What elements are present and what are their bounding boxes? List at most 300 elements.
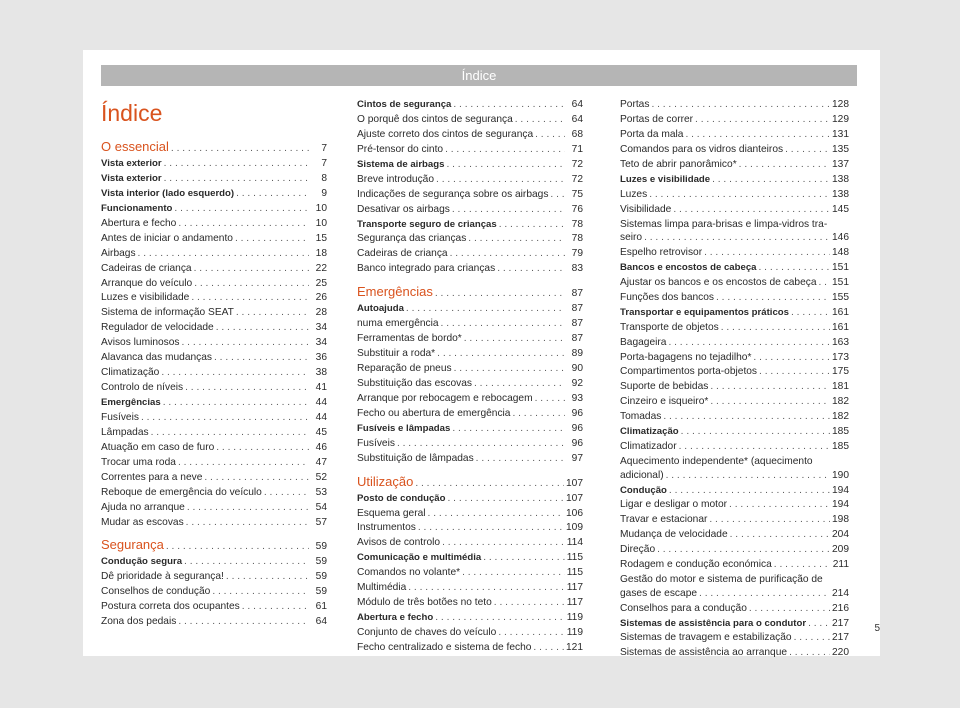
toc-entry[interactable] [357, 521, 583, 536]
toc-leader-dots [709, 513, 830, 528]
toc-entry-title: Trocar uma roda [101, 456, 176, 468]
toc-entry[interactable] [620, 410, 849, 425]
toc-entry-title: Teto de abrir panorâmico* [620, 158, 737, 170]
toc-entry-page: 173 [832, 351, 849, 363]
toc-entry-title: Zona dos pedais [101, 616, 177, 628]
toc-entry[interactable] [357, 611, 583, 626]
toc-leader-dots [435, 283, 565, 302]
toc-entry[interactable] [357, 407, 583, 422]
toc-leader-dots [681, 425, 830, 440]
toc-entry-title: Instrumentos [357, 522, 416, 534]
toc-entry[interactable] [357, 581, 583, 596]
toc-entry[interactable] [101, 516, 327, 531]
toc-entry[interactable] [620, 276, 849, 291]
toc-entry-title: Lâmpadas [101, 426, 149, 438]
toc-leader-dots [794, 631, 830, 646]
toc-entry[interactable] [620, 365, 849, 380]
toc-entry-page: 64 [315, 616, 327, 628]
toc-entry[interactable] [620, 188, 849, 203]
toc-entry[interactable] [101, 336, 327, 351]
toc-entry-title: Transportar e equipamentos práticos [620, 306, 790, 318]
toc-section-heading[interactable] [357, 471, 583, 492]
toc-entry[interactable] [620, 128, 849, 143]
toc-entry[interactable] [620, 351, 849, 366]
toc-entry-title: Portas de correr [620, 113, 694, 125]
toc-leader-dots [174, 202, 309, 217]
toc-entry[interactable] [357, 596, 583, 611]
toc-entry-page: 151 [832, 261, 849, 273]
toc-entry-page: 93 [571, 392, 583, 404]
toc-leader-dots [494, 596, 565, 611]
toc-entry[interactable] [620, 646, 849, 661]
toc-entry[interactable] [101, 426, 327, 441]
toc-leader-dots [166, 536, 309, 555]
toc-entry-page: 15 [315, 232, 327, 244]
toc-entry-page: 46 [315, 441, 327, 453]
toc-entry-title: Dê prioridade à segurança! [101, 571, 224, 583]
toc-entry-title: Antes de iniciar o andamento [101, 232, 233, 244]
toc-entry[interactable] [620, 440, 849, 455]
toc-entry-title: O essencial [101, 139, 169, 154]
toc-entry-title: Ajuda no arranque [101, 501, 185, 513]
toc-entry[interactable] [357, 218, 583, 233]
toc-entry-title: Avisos de controlo [357, 537, 441, 549]
toc-leader-dots [819, 276, 830, 291]
toc-leader-dots [515, 113, 565, 128]
toc-leader-dots [151, 426, 309, 441]
toc-leader-dots [512, 407, 565, 422]
toc-entry-page: 71 [571, 143, 583, 155]
toc-leader-dots [679, 440, 830, 455]
toc-entry-page: 59 [315, 571, 327, 583]
toc-entry-page: 209 [832, 544, 849, 556]
toc-entry[interactable] [101, 232, 327, 247]
toc-entry[interactable] [620, 203, 849, 218]
toc-entry[interactable] [620, 617, 849, 632]
toc-leader-dots [666, 469, 830, 484]
toc-entry-title: Transporte de objetos [620, 321, 719, 333]
toc-entry-page: 10 [315, 202, 327, 214]
toc-entry-page: 57 [315, 516, 327, 528]
toc-leader-dots [236, 306, 309, 321]
toc-entry[interactable] [357, 362, 583, 377]
toc-leader-dots [468, 232, 565, 247]
toc-entry[interactable] [101, 441, 327, 456]
toc-entry-page: 155 [832, 291, 849, 303]
toc-entry[interactable] [101, 321, 327, 336]
toc-entry-title: Sistema de informação SEAT [101, 307, 234, 319]
toc-entry[interactable] [357, 626, 583, 641]
toc-entry[interactable] [101, 456, 327, 471]
toc-entry-page: 10 [315, 217, 327, 229]
toc-entry-page: 161 [832, 306, 849, 318]
toc-entry[interactable] [101, 411, 327, 426]
toc-entry-title: Comandos para os vidros dianteiros [620, 143, 784, 155]
toc-entry-page: 44 [315, 411, 327, 423]
toc-entry-page: 220 [832, 647, 849, 659]
toc-leader-dots [533, 641, 564, 656]
toc-column-3 [620, 98, 849, 661]
toc-entry[interactable] [101, 501, 327, 516]
toc-entry-page: 117 [566, 582, 583, 594]
toc-entry[interactable] [620, 455, 849, 469]
toc-section-heading[interactable] [101, 534, 327, 555]
toc-entry-title: Suporte de bebidas [620, 381, 709, 393]
toc-entry[interactable] [357, 422, 583, 437]
toc-entry[interactable] [357, 566, 583, 581]
toc-entry[interactable] [620, 558, 849, 573]
toc-leader-dots [164, 172, 309, 187]
toc-entry[interactable] [357, 203, 583, 218]
toc-leader-dots [178, 456, 309, 471]
toc-entry-title: Sistemas de travagem e estabilização [620, 632, 792, 644]
toc-entry[interactable] [620, 291, 849, 306]
toc-entry-title: Alavanca das mudanças [101, 352, 212, 364]
toc-leader-dots [476, 452, 565, 467]
toc-entry-page: 97 [571, 452, 583, 464]
toc-entry-page: 87 [571, 303, 583, 315]
toc-section-heading[interactable] [101, 136, 327, 157]
toc-entry[interactable] [101, 277, 327, 292]
toc-leader-dots [712, 173, 830, 188]
toc-entry-page: 61 [315, 601, 327, 613]
toc-entry-page: 145 [832, 203, 849, 215]
toc-entry-title: seiro [620, 232, 643, 243]
toc-leader-dots [452, 203, 565, 218]
toc-leader-dots [408, 581, 564, 596]
toc-entry-title: Ferramentas de bordo* [357, 333, 462, 345]
toc-entry-page: 36 [315, 352, 327, 364]
toc-entry[interactable] [620, 143, 849, 158]
toc-leader-dots [739, 158, 830, 173]
toc-entry-title: Vista interior (lado esquerdo) [101, 187, 235, 199]
toc-leader-dots [442, 536, 565, 551]
toc-leader-dots [535, 128, 565, 143]
toc-entry-page: 181 [832, 381, 849, 393]
toc-leader-dots [657, 543, 830, 558]
toc-entry-title: Transporte seguro de crianças [357, 218, 497, 230]
toc-entry[interactable] [101, 381, 327, 396]
toc-entry-title: Pré-tensor do cinto [357, 143, 444, 155]
toc-entry-page: 129 [832, 113, 849, 125]
toc-entry-page: 163 [832, 336, 849, 348]
toc-entry-title: Postura correta dos ocupantes [101, 601, 240, 613]
toc-entry[interactable] [620, 631, 849, 646]
toc-entry[interactable] [101, 187, 327, 202]
toc-entry-page: 38 [315, 367, 327, 379]
toc-entry-title: Mudar as escovas [101, 516, 184, 528]
toc-entry-page: 79 [571, 248, 583, 260]
toc-leader-dots [673, 203, 830, 218]
toc-entry-page: 26 [315, 292, 327, 304]
toc-entry-title: Climatização [101, 367, 160, 379]
toc-leader-dots [789, 646, 830, 661]
toc-entry-page: 119 [566, 627, 583, 638]
toc-entry[interactable] [357, 641, 583, 656]
toc-leader-dots [699, 587, 830, 602]
toc-entry-page: 47 [315, 456, 327, 468]
toc-entry-title: Segurança [101, 537, 164, 553]
toc-entry[interactable] [101, 202, 327, 217]
toc-entry-title: Espelho retrovisor [620, 246, 703, 258]
toc-entry-title: Emergências [357, 284, 433, 300]
toc-entry[interactable] [357, 113, 583, 128]
toc-entry-page: 194 [832, 499, 849, 511]
toc-entry[interactable] [101, 570, 327, 585]
toc-leader-dots [450, 247, 565, 262]
toc-entry-title: Conjunto de chaves do veículo [357, 627, 497, 638]
toc-entry-title: Abertura e fecho [101, 217, 177, 229]
toc-entry-page: 96 [571, 407, 583, 419]
toc-entry-title: Indicações de segurança sobre os airbags [357, 188, 549, 200]
toc-entry[interactable] [357, 247, 583, 262]
toc-entry[interactable] [620, 395, 849, 410]
document-page [83, 50, 880, 659]
toc-entry-title: Condução segura [101, 556, 183, 568]
toc-entry[interactable] [101, 366, 327, 381]
toc-entry[interactable] [357, 452, 583, 467]
toc-leader-dots [695, 113, 830, 128]
toc-entry-title: Módulo de três botões no teto [357, 597, 492, 609]
toc-leader-dots [785, 143, 830, 158]
toc-entry-page: 128 [832, 99, 849, 110]
toc-entry-title: Aquecimento independente* (aquecimento [620, 456, 813, 468]
toc-entry[interactable] [101, 555, 327, 570]
toc-leader-dots [464, 332, 565, 347]
toc-entry[interactable] [357, 98, 583, 113]
toc-entry-title: Cintos de segurança [357, 99, 452, 110]
toc-entry-title: Bagageira [620, 336, 667, 348]
toc-entry[interactable] [101, 217, 327, 232]
toc-entry-title: Fusíveis [101, 411, 139, 423]
toc-entry-page: 119 [566, 612, 583, 624]
toc-leader-dots [141, 411, 309, 426]
toc-entry-page: 198 [832, 514, 849, 526]
toc-entry[interactable] [101, 306, 327, 321]
toc-entry[interactable] [620, 602, 849, 617]
toc-leader-dots [454, 362, 565, 377]
toc-entry[interactable] [357, 347, 583, 362]
toc-entry-page: 148 [832, 246, 849, 258]
toc-entry-page: 138 [832, 188, 849, 200]
toc-entry[interactable] [620, 336, 849, 351]
toc-entry-title: Breve introdução [357, 173, 435, 185]
toc-entry-page: 18 [315, 247, 327, 259]
toc-entry[interactable] [620, 98, 849, 113]
toc-entry-page: 78 [571, 233, 583, 245]
toc-leader-dots [668, 336, 830, 351]
toc-leader-dots [235, 232, 309, 247]
toc-entry[interactable] [101, 172, 327, 187]
toc-entry[interactable] [620, 158, 849, 173]
toc-leader-dots [178, 217, 309, 232]
toc-entry[interactable] [357, 317, 583, 332]
toc-entry[interactable] [620, 218, 849, 232]
toc-leader-dots [535, 392, 565, 407]
toc-entry[interactable] [101, 157, 327, 172]
toc-entry[interactable] [101, 600, 327, 615]
toc-leader-dots [428, 507, 564, 522]
toc-entry-title: Luzes e visibilidade [620, 173, 711, 185]
page-title: Índice [101, 100, 163, 126]
toc-entry[interactable] [101, 396, 327, 411]
toc-leader-dots [437, 347, 565, 362]
toc-entry-page: 7 [321, 143, 327, 154]
toc-entry-title: Emergências [101, 397, 161, 408]
toc-entry[interactable] [357, 232, 583, 247]
toc-entry-page: 83 [571, 263, 583, 275]
toc-leader-dots [663, 410, 830, 425]
toc-leader-dots [753, 351, 830, 366]
toc-entry[interactable] [357, 128, 583, 143]
toc-entry[interactable] [620, 173, 849, 188]
toc-entry-title: Fecho ou abertura de emergência [357, 407, 511, 419]
toc-entry[interactable] [620, 425, 849, 440]
toc-leader-dots [497, 262, 565, 277]
toc-entry[interactable] [357, 188, 583, 203]
toc-entry-page: 45 [315, 426, 327, 438]
toc-entry-title: Controlo de níveis [101, 382, 184, 394]
toc-leader-dots [186, 516, 309, 531]
toc-entry[interactable] [620, 306, 849, 321]
toc-entry[interactable] [357, 392, 583, 407]
toc-entry[interactable] [620, 573, 849, 587]
toc-entry-title: Multimédia [357, 582, 407, 594]
toc-entry[interactable] [101, 585, 327, 600]
toc-entry[interactable] [101, 615, 327, 630]
toc-entry-title: Vista exterior [101, 172, 162, 184]
toc-entry-title: Rodagem e condução económica [620, 559, 772, 571]
toc-entry-page: 107 [566, 492, 583, 504]
toc-entry[interactable] [357, 173, 583, 188]
toc-leader-dots [462, 566, 565, 581]
toc-entry-title: Porta da mala [620, 128, 684, 140]
toc-entry-page: 185 [832, 441, 849, 453]
toc-entry[interactable] [357, 262, 583, 277]
toc-entry[interactable] [620, 543, 849, 558]
toc-entry[interactable] [357, 302, 583, 317]
toc-entry-title: gases de escape [620, 587, 698, 599]
toc-entry[interactable] [620, 528, 849, 543]
toc-entry[interactable] [620, 231, 849, 246]
toc-entry[interactable] [620, 484, 849, 499]
toc-leader-dots [406, 302, 565, 317]
toc-section-heading[interactable] [357, 281, 583, 302]
toc-entry[interactable] [620, 246, 849, 261]
toc-entry[interactable] [101, 247, 327, 262]
toc-entry-page: 107 [566, 477, 583, 489]
toc-entry-page: 204 [832, 529, 849, 541]
toc-leader-dots [791, 306, 830, 321]
toc-leader-dots [185, 381, 309, 396]
toc-entry-title: numa emergência [357, 318, 439, 330]
toc-entry[interactable] [357, 536, 583, 551]
toc-entry-page: 72 [571, 173, 583, 185]
toc-entry[interactable] [620, 321, 849, 336]
toc-leader-dots [749, 602, 830, 617]
toc-entry-page: 185 [832, 426, 849, 438]
toc-entry-page: 146 [832, 232, 849, 243]
toc-entry-page: 9 [321, 187, 327, 199]
toc-entry-page: 217 [832, 617, 849, 629]
toc-leader-dots [171, 138, 309, 157]
toc-leader-dots [397, 437, 565, 452]
toc-entry[interactable] [101, 291, 327, 306]
toc-entry-title: Arranque do veículo [101, 277, 193, 289]
toc-entry-title: Comunicação e multimédia [357, 552, 482, 564]
toc-entry-title: Atuação em caso de furo [101, 441, 215, 453]
toc-entry-page: 131 [832, 128, 849, 140]
toc-leader-dots [445, 143, 565, 158]
toc-leader-dots [191, 291, 309, 306]
toc-entry[interactable] [620, 380, 849, 395]
toc-entry[interactable] [101, 471, 327, 486]
toc-entry[interactable] [620, 261, 849, 276]
toc-leader-dots [436, 173, 565, 188]
toc-entry[interactable] [357, 143, 583, 158]
toc-entry[interactable] [357, 332, 583, 347]
toc-entry-page: 115 [566, 552, 583, 564]
toc-leader-dots [704, 246, 830, 261]
toc-entry-page: 41 [315, 382, 327, 394]
toc-entry-page: 211 [832, 559, 849, 571]
toc-entry-page: 175 [832, 366, 849, 378]
toc-entry-page: 217 [832, 632, 849, 644]
toc-entry-title: Bancos e encostos de cabeça [620, 261, 757, 273]
toc-leader-dots [212, 585, 309, 600]
toc-leader-dots [452, 422, 565, 437]
toc-entry[interactable] [620, 587, 849, 602]
toc-entry-page: 59 [315, 556, 327, 568]
toc-leader-dots [441, 317, 565, 332]
toc-entry-title: Segurança das crianças [357, 233, 467, 245]
toc-entry-title: Sistemas de assistência ao arranque [620, 647, 788, 659]
toc-entry[interactable] [357, 377, 583, 392]
toc-entry-title: Visibilidade [620, 203, 672, 215]
toc-entry[interactable] [101, 351, 327, 366]
toc-leader-dots [194, 262, 309, 277]
toc-entry[interactable] [101, 262, 327, 277]
toc-entry[interactable] [357, 158, 583, 173]
toc-leader-dots [448, 492, 565, 507]
toc-entry[interactable] [101, 486, 327, 501]
toc-entry[interactable] [357, 551, 583, 566]
toc-leader-dots [435, 611, 565, 626]
toc-leader-dots [483, 551, 565, 566]
toc-entry[interactable] [357, 437, 583, 452]
toc-entry[interactable] [620, 113, 849, 128]
toc-entry-title: Portas [620, 99, 650, 110]
toc-entry-page: 78 [571, 218, 583, 230]
toc-entry-title: Reboque de emergência do veículo [101, 486, 262, 498]
toc-entry-title: Climatização [620, 426, 679, 438]
toc-entry[interactable] [357, 492, 583, 507]
toc-entry[interactable] [357, 507, 583, 522]
toc-entry-title: Direção [620, 544, 656, 556]
toc-entry-title: Sistemas de assistência para o condutor [620, 617, 807, 629]
toc-entry[interactable] [620, 469, 849, 484]
toc-entry-page: 96 [571, 422, 583, 434]
toc-entry-page: 87 [571, 333, 583, 345]
toc-entry-page: 92 [571, 377, 583, 389]
toc-entry[interactable] [620, 498, 849, 513]
toc-entry-page: 87 [571, 318, 583, 330]
toc-leader-dots [729, 498, 830, 513]
toc-entry-page: 64 [571, 99, 583, 110]
toc-entry-page: 53 [315, 486, 327, 498]
toc-entry[interactable] [620, 513, 849, 528]
toc-entry-page: 182 [832, 411, 849, 423]
